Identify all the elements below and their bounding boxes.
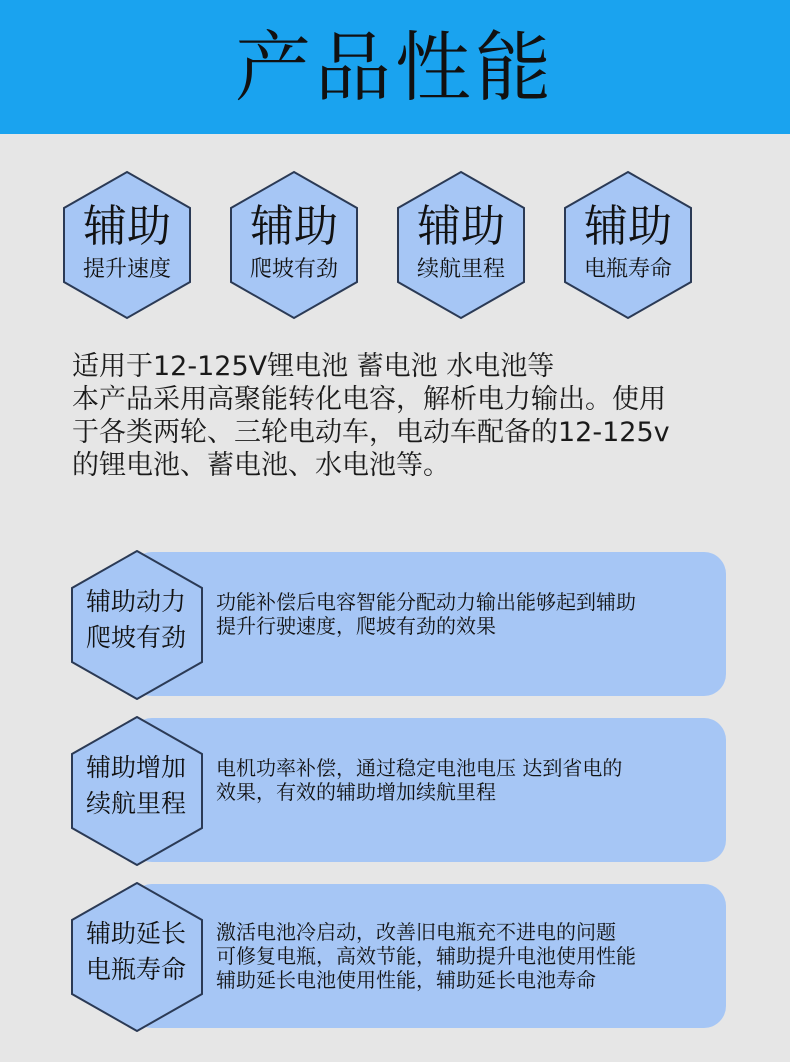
- feature-power: [70, 550, 730, 700]
- intro-line: 本产品采用高聚能转化电容，解析电力输出。使用: [72, 384, 666, 415]
- badge-range: [396, 170, 526, 320]
- intro-line: 的锂电池、蓄电池、水电池等。: [72, 450, 450, 481]
- feature-hex-label: 辅助延长 电瓶寿命: [85, 919, 186, 984]
- page-title: 产品性能: [235, 23, 555, 112]
- feature-hex-label: 辅助动力 爬坡有劲: [85, 587, 186, 652]
- badge-main-label: 辅助: [417, 201, 505, 252]
- badge-sub-label: 提升速度: [82, 257, 171, 282]
- intro-line: 适用于12-125V锂电池 蓄电池 水电池等: [72, 351, 555, 382]
- feature-hex-label: 辅助增加 续航里程: [85, 753, 186, 818]
- badge-climb: [229, 170, 359, 320]
- badge-sub-label: 爬坡有劲: [249, 257, 338, 282]
- feature-description: 功能补偿后电容智能分配动力输出能够起到辅助 提升行驶速度，爬坡有劲的效果: [216, 590, 636, 638]
- feature-description: 电机功率补偿，通过稳定电池电压 达到省电的 效果，有效的辅助增加续航里程: [216, 756, 623, 804]
- badge-battery-life: [563, 170, 693, 320]
- badge-main-label: 辅助: [250, 201, 338, 252]
- intro-text: [72, 350, 732, 482]
- badge-sub-label: 电瓶寿命: [583, 257, 672, 282]
- feature-description: 激活电池冷启动，改善旧电瓶充不进电的问题 可修复电瓶，高效节能，辅助提升电池使用性能 辅助延长电池使用性能，辅助延长电池寿命: [216, 920, 636, 992]
- badge-row: [0, 170, 790, 320]
- header-banner: [0, 0, 790, 134]
- badge-sub-label: 续航里程: [416, 257, 505, 282]
- intro-line: 于各类两轮、三轮电动车，电动车配备的12-125v: [72, 417, 670, 448]
- feature-range: [70, 716, 730, 866]
- feature-battery-life: [70, 882, 730, 1032]
- badge-main-label: 辅助: [83, 201, 171, 252]
- badge-main-label: 辅助: [584, 201, 672, 252]
- badge-speed: [62, 170, 192, 320]
